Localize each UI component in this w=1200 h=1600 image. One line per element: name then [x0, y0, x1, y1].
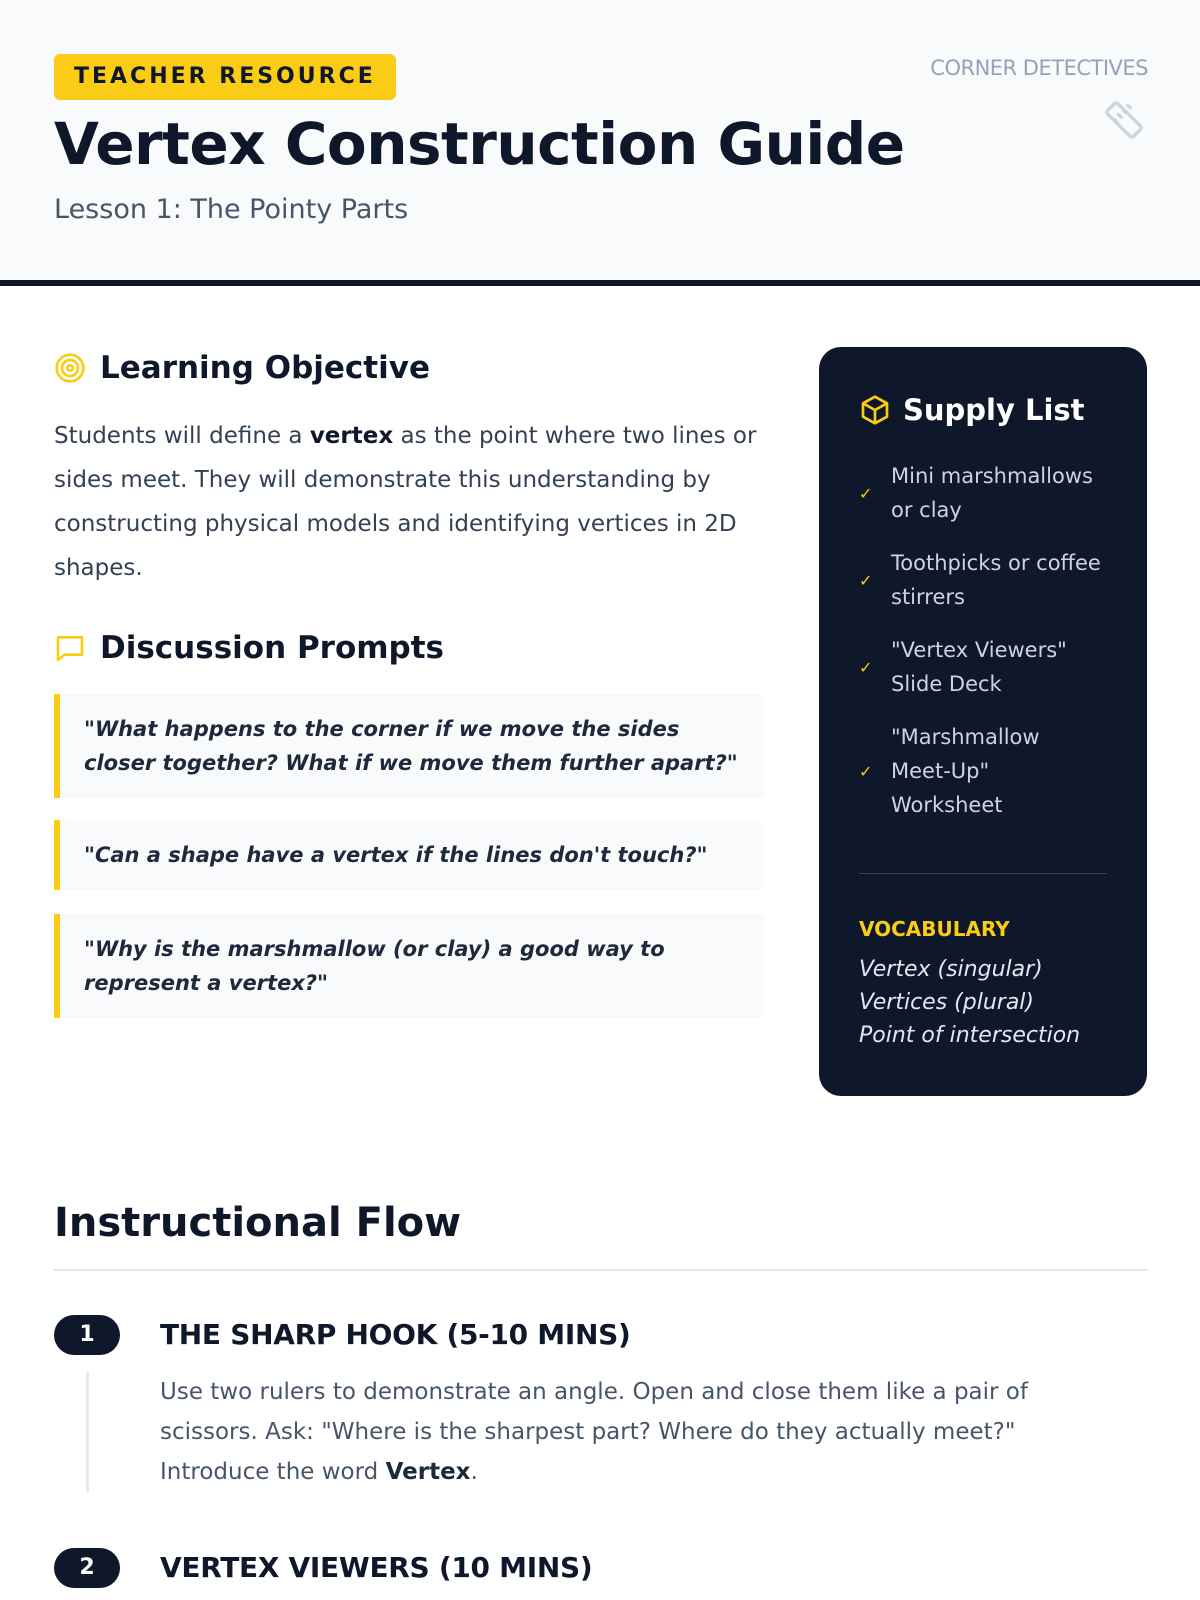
- check-icon: ✓: [859, 483, 873, 503]
- vocab-item: Vertices (plural): [859, 990, 1034, 1015]
- discussion-heading: [54, 630, 444, 666]
- resource-badge: TEACHER RESOURCE: [54, 54, 396, 100]
- chat-icon: [54, 632, 86, 664]
- ruler-icon: [1102, 98, 1146, 142]
- vocab-heading: VOCABULARY: [859, 917, 1010, 941]
- brand-name: CORNER DETECTIVES: [930, 56, 1148, 80]
- page-subtitle: Lesson 1: The Pointy Parts: [54, 194, 409, 225]
- objective-text: Students will define a vertex as the point where two lines or sides meet. They will demonstrate this understanding by constructing physical models and identifying vertices in 2D shapes.: [54, 423, 757, 581]
- objective-heading: [54, 350, 430, 386]
- supply-item: [859, 633, 1091, 701]
- discussion-prompt: "Why is the marshmallow (or clay) a good way to represent a vertex?": [54, 914, 764, 1018]
- panel-divider: [859, 873, 1107, 874]
- discussion-prompt: "What happens to the corner if we move the sides closer together? What if we move them further apart?": [54, 694, 764, 798]
- step-title: THE SHARP HOOK (5-10 MINS): [160, 1318, 631, 1351]
- cube-icon: [859, 394, 891, 426]
- supply-heading-label: Supply List: [903, 393, 1085, 427]
- check-icon: ✓: [859, 570, 873, 590]
- step-title: VERTEX VIEWERS (10 MINS): [160, 1551, 593, 1584]
- supply-item: [859, 546, 1111, 614]
- page-header: [0, 0, 1200, 286]
- flow-heading: Instructional Flow: [54, 1200, 462, 1246]
- step-number: 1: [54, 1315, 120, 1355]
- vocab-item: Point of intersection: [859, 1023, 1081, 1048]
- supply-item: [859, 459, 1111, 527]
- step-connector: [86, 1372, 89, 1492]
- supply-panel: [819, 347, 1147, 1096]
- discussion-prompt: "Can a shape have a vertex if the lines don't touch?": [54, 820, 764, 890]
- objective-keyword: vertex: [309, 423, 394, 449]
- check-icon: ✓: [859, 657, 873, 677]
- step-keyword: Vertex: [385, 1459, 471, 1485]
- check-icon: ✓: [859, 761, 873, 781]
- supply-item-label: "Marshmallow Meet-Up" Worksheet: [891, 725, 1040, 817]
- step-number: 2: [54, 1548, 120, 1588]
- flow-divider: [54, 1269, 1148, 1271]
- step-body: Use two rulers to demonstrate an angle. Open and close them like a pair of scissors. Ask: "Where is the sharpest part? Where do they actually meet?" Introduce the word Vertex.: [160, 1379, 1028, 1485]
- supply-item: [859, 720, 1061, 822]
- vocab-item: Vertex (singular): [859, 957, 1043, 982]
- supply-item-label: Mini marshmallows or clay: [891, 464, 1093, 522]
- objective-heading-label: Learning Objective: [100, 350, 430, 386]
- page-title: Vertex Construction Guide: [54, 110, 905, 178]
- supply-item-label: "Vertex Viewers" Slide Deck: [891, 638, 1067, 696]
- target-icon: [54, 352, 86, 384]
- supply-item-label: Toothpicks or coffee stirrers: [891, 551, 1101, 609]
- discussion-heading-label: Discussion Prompts: [100, 630, 445, 666]
- supply-heading: [859, 393, 1085, 427]
